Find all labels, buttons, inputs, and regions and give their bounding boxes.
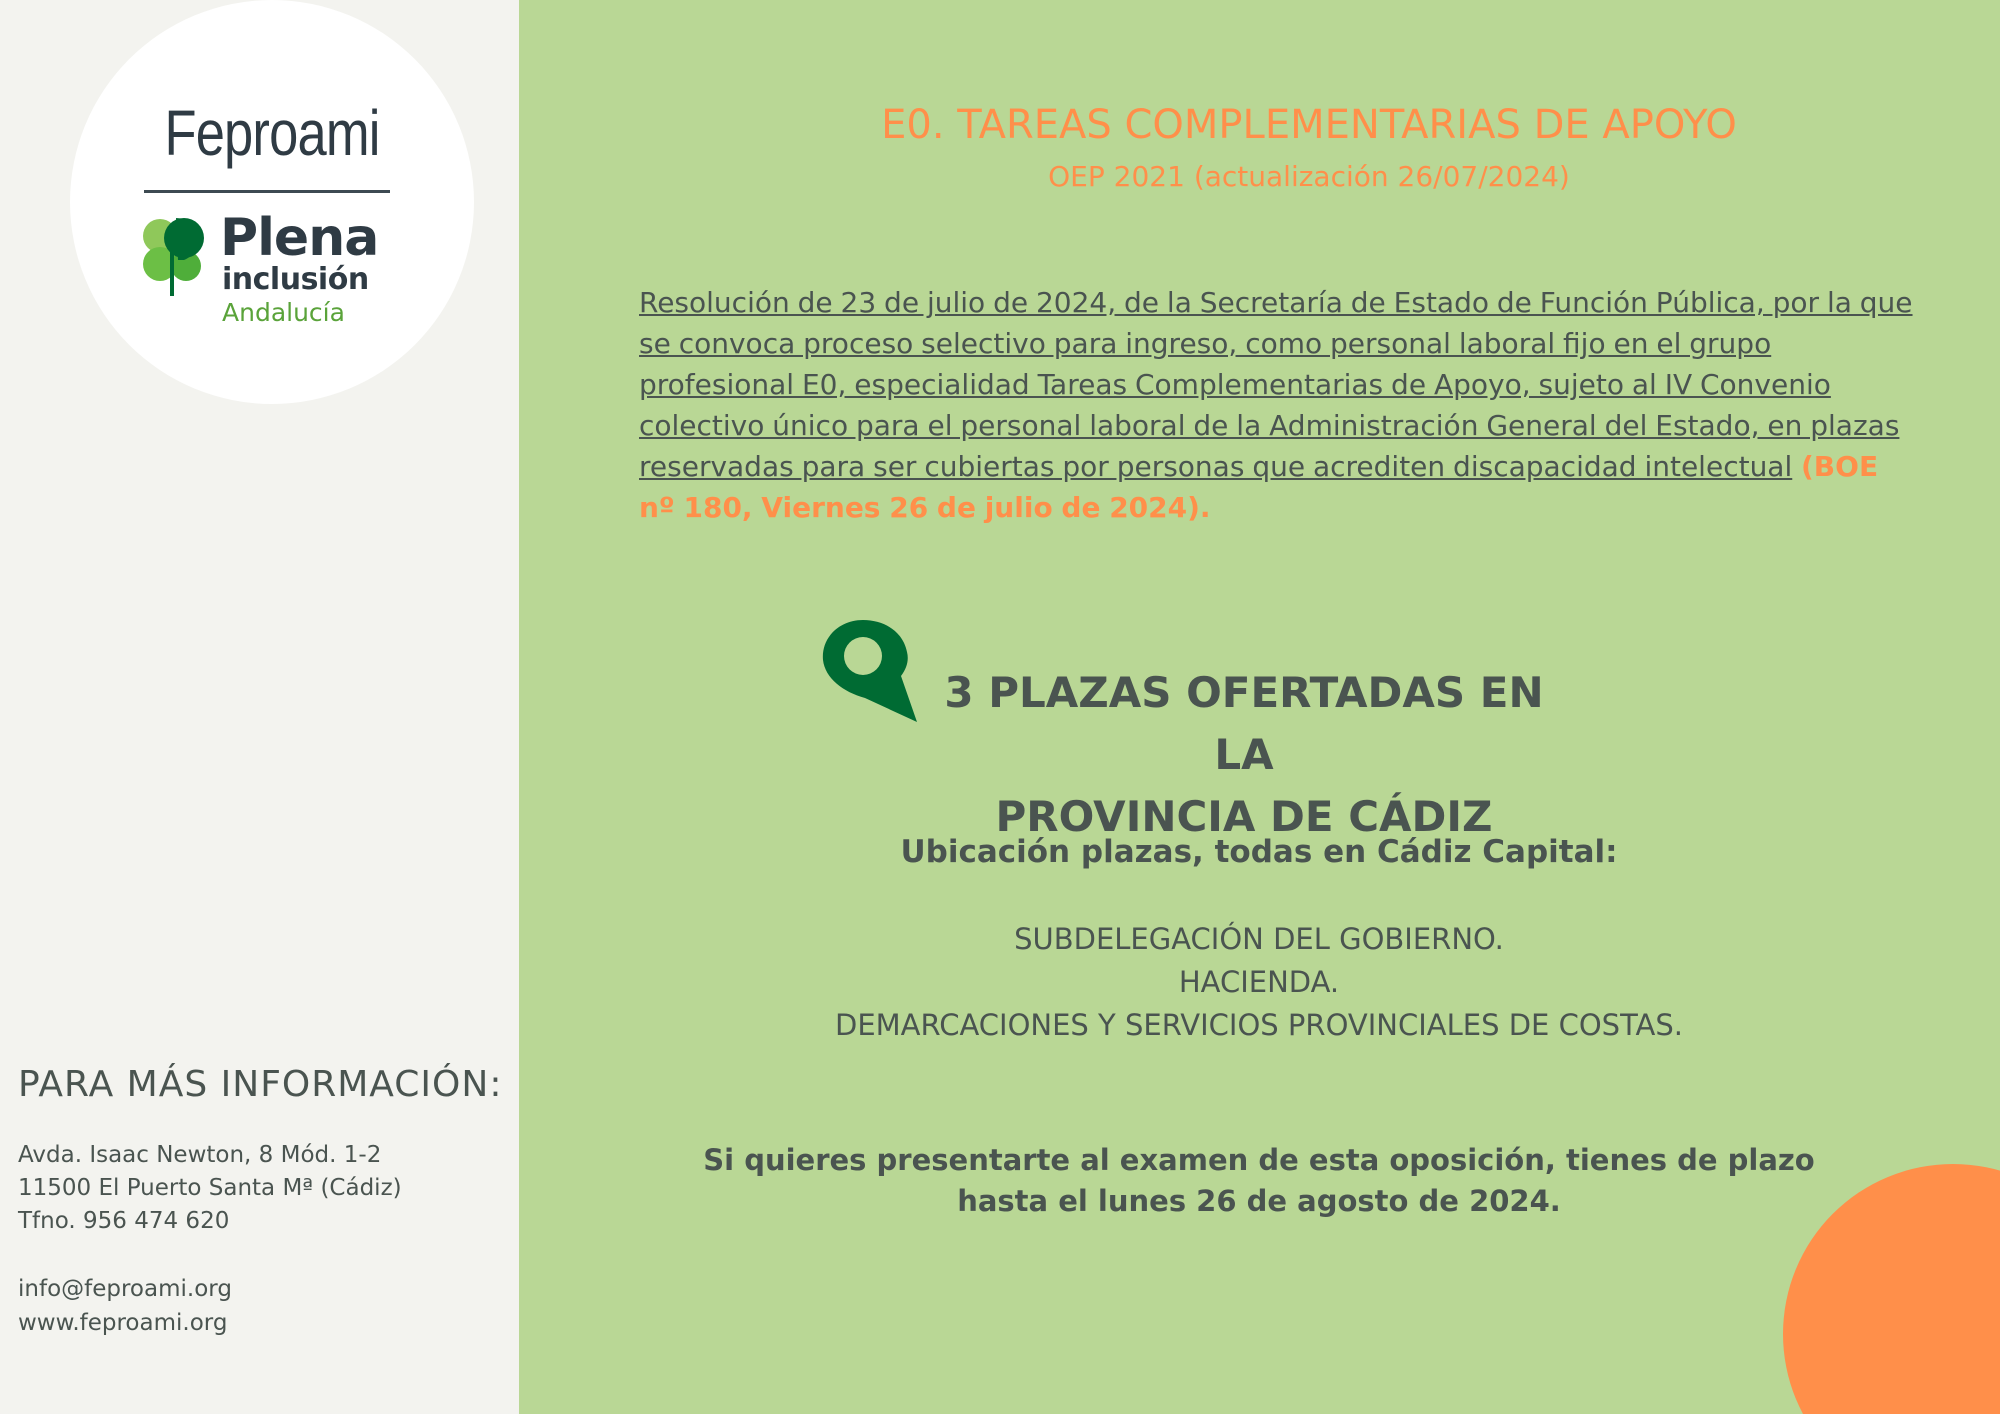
clover-icon [136,212,212,298]
deadline-line-1: Si quieres presentarte al examen de esta oposición, tienes de plazo [703,1143,1815,1177]
location-item: DEMARCACIONES Y SERVICIOS PROVINCIALES DE COSTAS. [834,1008,1683,1042]
address-line-1: Avda. Isaac Newton, 8 Mód. 1-2 [18,1142,382,1168]
boe-reference: (BOE nº 180, Viernes 26 de julio de 2024). [639,450,1879,524]
logo-divider [144,190,390,193]
plazas-line-2: PROVINCIA DE CÁDIZ [995,792,1493,841]
phone-number: Tfno. 956 474 620 [18,1208,230,1234]
plazas-heading [939,662,1549,848]
logo-feproami-text: Feproami [164,97,380,169]
main-panel [519,0,2000,1414]
address-line-2: 11500 El Puerto Santa Mª (Cádiz) [18,1175,402,1201]
email-link[interactable]: info@feproami.org [18,1276,232,1302]
website-link[interactable]: www.feproami.org [18,1310,228,1336]
logo-plena-text: Plena [220,208,379,268]
page-title: E0. TAREAS COMPLEMENTARIAS DE APOYO [881,102,1737,148]
location-item: HACIENDA. [1178,965,1340,999]
contact-heading: PARA MÁS INFORMACIÓN: [18,1064,503,1105]
page-subtitle: OEP 2021 (actualización 26/07/2024) [1048,160,1570,193]
map-pin-icon [819,616,919,722]
logo-inclusion-text: inclusión [222,262,369,297]
logo-andalucia-text: Andalucía [222,298,345,327]
plazas-line-1: 3 PLAZAS OFERTADAS EN LA [944,668,1544,779]
deadline-line-2: hasta el lunes 26 de agosto de 2024. [957,1184,1561,1218]
sidebar [0,0,519,1414]
location-item: SUBDELEGACIÓN DEL GOBIERNO. [1014,922,1504,956]
deadline-text [519,1140,1999,1222]
resolution-link[interactable]: Resolución de 23 de julio de 2024, de la Secretaría de Estado de Función Pública, por la que se convoca proceso selectivo para ingreso, como personal laboral fijo en el grupo profesional E0, especialidad Tareas Complementarias de Apoyo, sujeto al IV Convenio colectivo único para el personal laboral de la Administración General del Estado, en plazas reservadas para ser cubiertas por personas que acrediten discapacidad intelectual [639,286,1913,483]
logo [70,0,474,404]
resolution-paragraph [639,282,1919,528]
location-heading: Ubicación plazas, todas en Cádiz Capital: [900,834,1618,870]
